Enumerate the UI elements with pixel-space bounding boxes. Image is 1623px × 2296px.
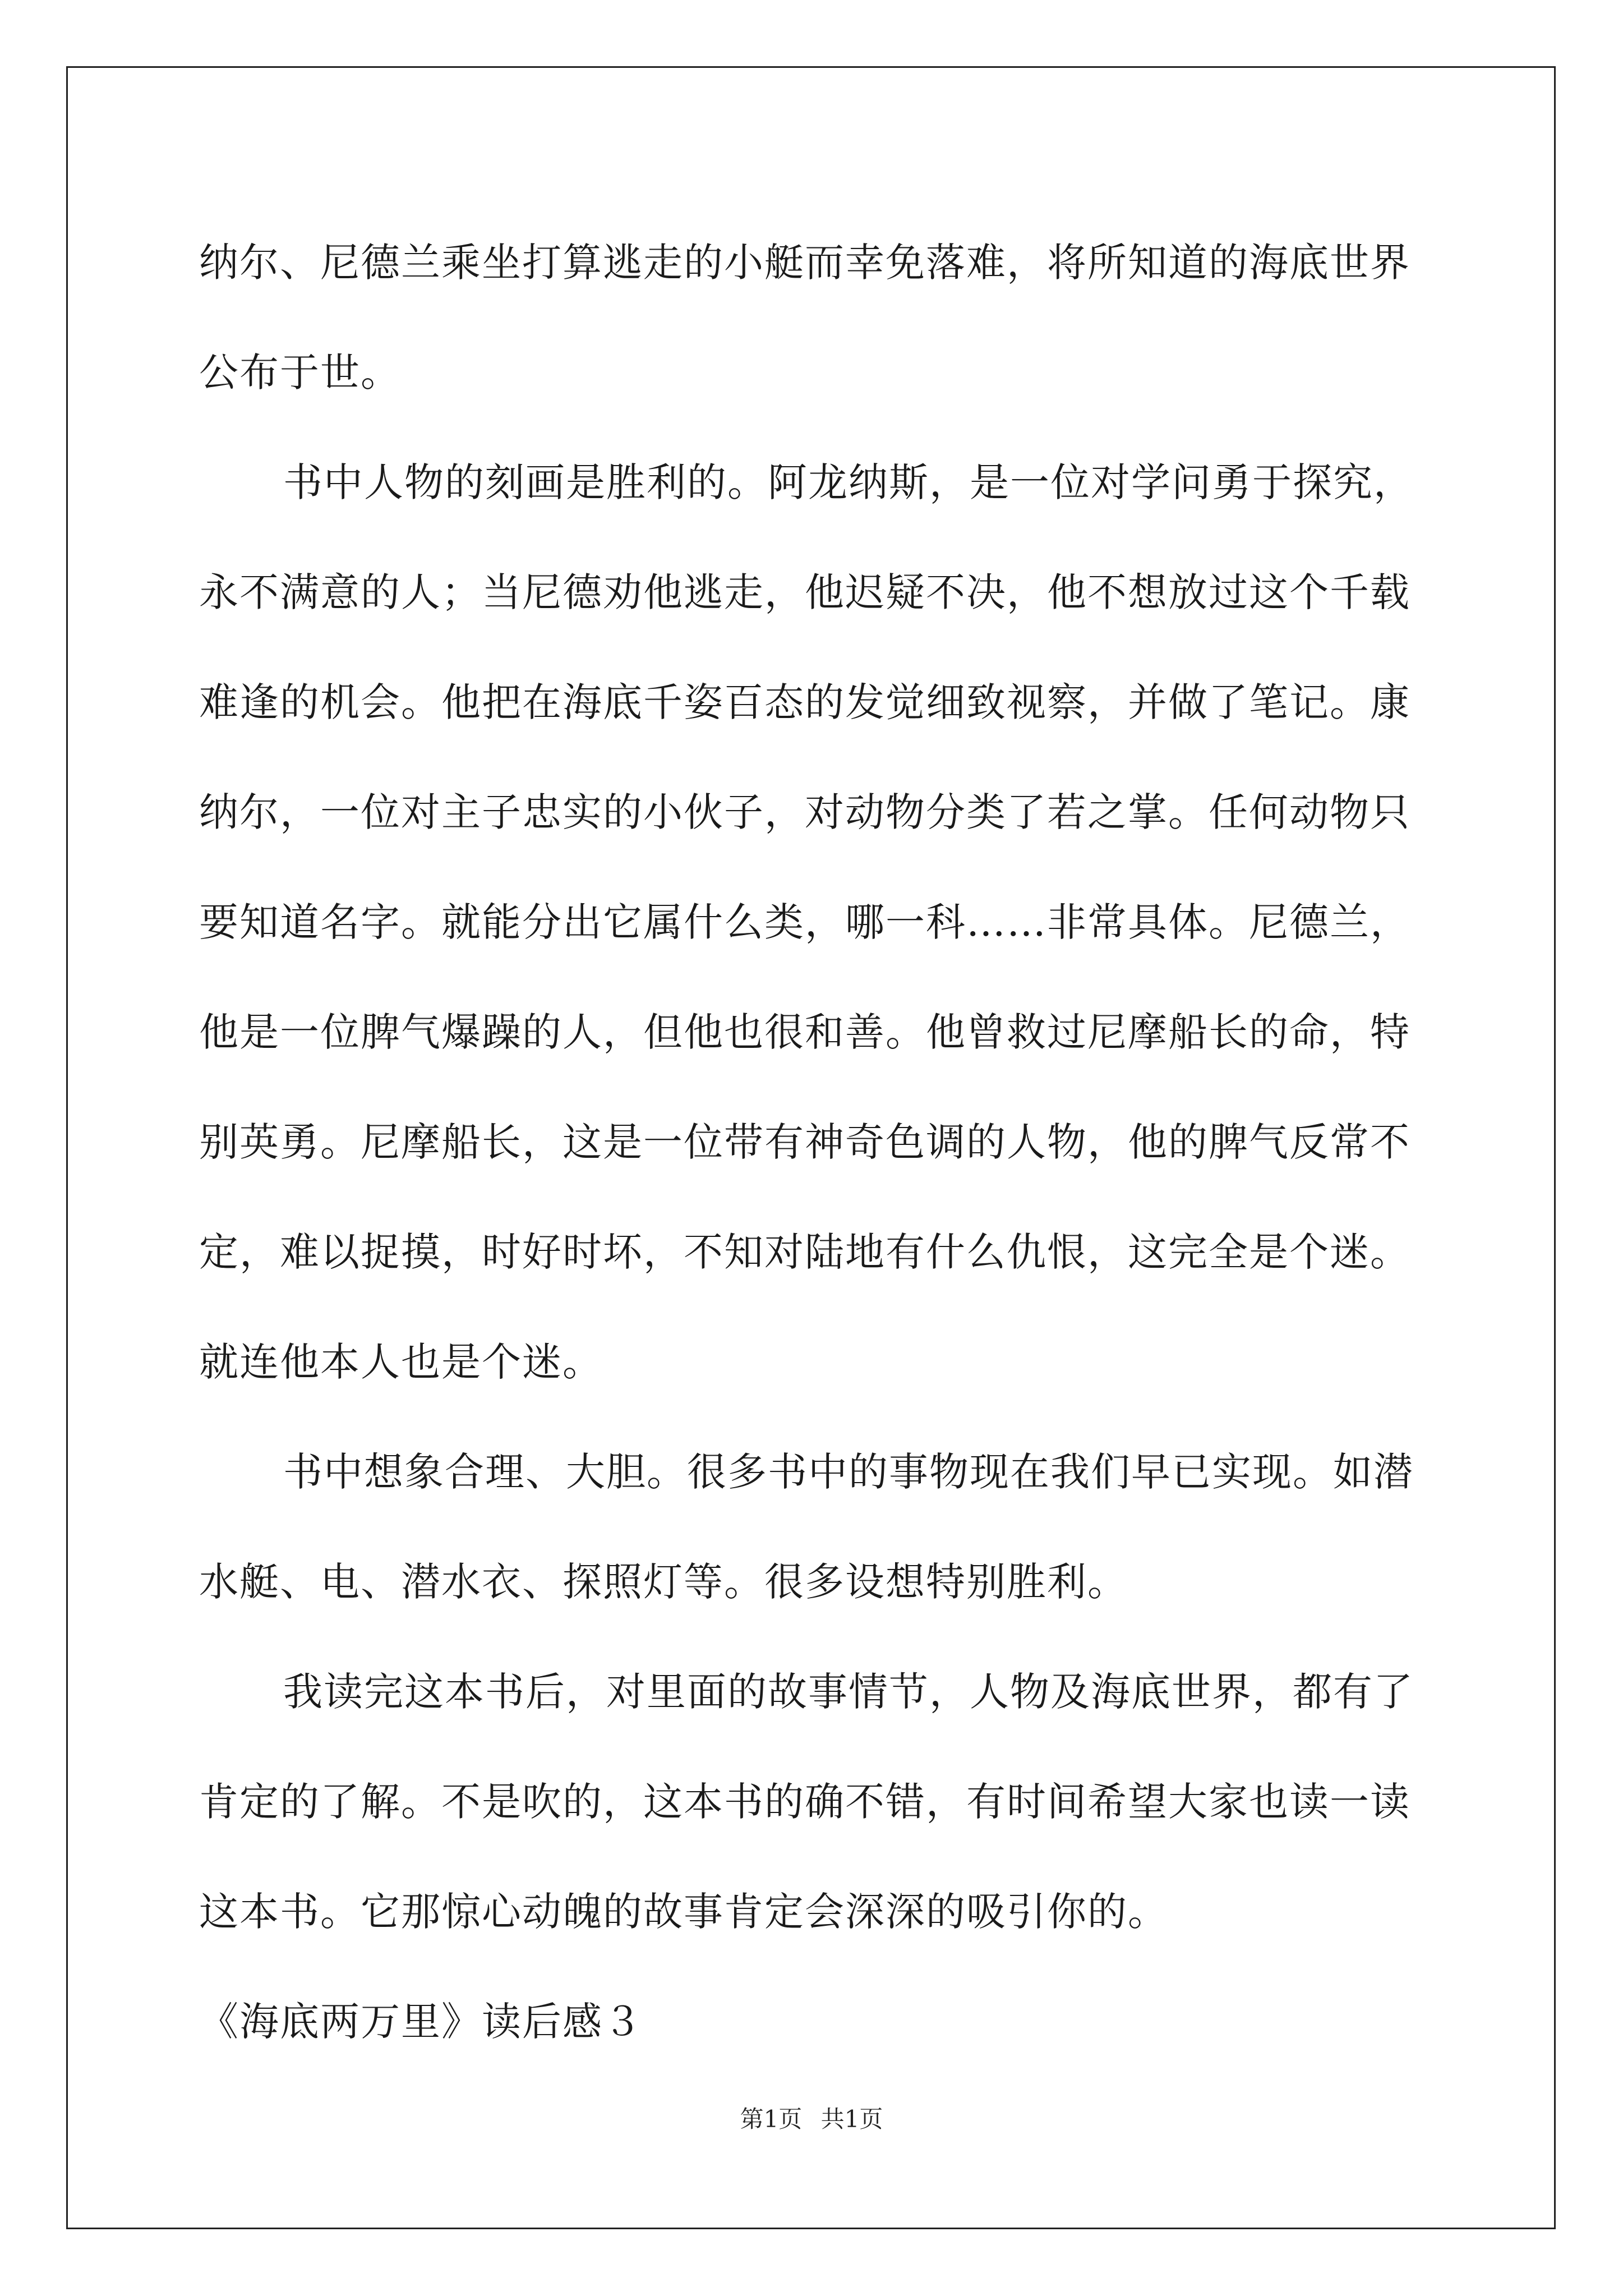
text-line: 公布于世。 bbox=[199, 349, 401, 395]
paragraph-start: 书中想象合理、大胆。很多书中的事物现在我们早已实现。如潜 bbox=[283, 1449, 1414, 1495]
text-line: 难逢的机会。他把在海底千姿百态的发觉细致视察，并做了笔记。康 bbox=[199, 679, 1410, 725]
page-number: 第1页 bbox=[740, 2105, 803, 2133]
text-line: 这本书。它那惊心动魄的故事肯定会深深的吸引你的。 bbox=[199, 1889, 1168, 1935]
text-line: 别英勇。尼摩船长，这是一位带有神奇色调的人物，他的脾气反常不 bbox=[199, 1119, 1410, 1165]
section-heading: 《海底两万里》读后感３ bbox=[199, 1999, 643, 2045]
page-total: 共1页 bbox=[820, 2105, 883, 2133]
text-line: 水艇、电、潜水衣、探照灯等。很多设想特别胜利。 bbox=[199, 1559, 1128, 1605]
text-line: 永不满意的人；当尼德劝他逃走，他迟疑不决，他不想放过这个千载 bbox=[199, 569, 1410, 615]
paragraph-start: 我读完这本书后，对里面的故事情节，人物及海底世界，都有了 bbox=[283, 1669, 1414, 1715]
text-line: 他是一位脾气爆躁的人，但他也很和善。他曾救过尼摩船长的命，特 bbox=[199, 1009, 1410, 1055]
text-line: 纳尔，一位对主子忠实的小伙子，对动物分类了若之掌。任何动物只 bbox=[199, 789, 1410, 835]
text-line: 定，难以捉摸，时好时坏，不知对陆地有什么仇恨，这完全是个迷。 bbox=[199, 1229, 1410, 1275]
text-line: 就连他本人也是个迷。 bbox=[199, 1339, 603, 1385]
text-line: 肯定的了解。不是吹的，这本书的确不错，有时间希望大家也读一读 bbox=[199, 1779, 1410, 1825]
paragraph-start: 书中人物的刻画是胜利的。阿龙纳斯，是一位对学问勇于探究， bbox=[283, 459, 1414, 505]
page-footer bbox=[0, 2101, 1623, 2134]
document-body bbox=[199, 208, 1438, 2077]
text-line: 纳尔、尼德兰乘坐打算逃走的小艇而幸免落难，将所知道的海底世界 bbox=[199, 240, 1410, 286]
text-line: 要知道名字。就能分出它属什么类，哪一科……非常具体。尼德兰， bbox=[199, 899, 1410, 945]
